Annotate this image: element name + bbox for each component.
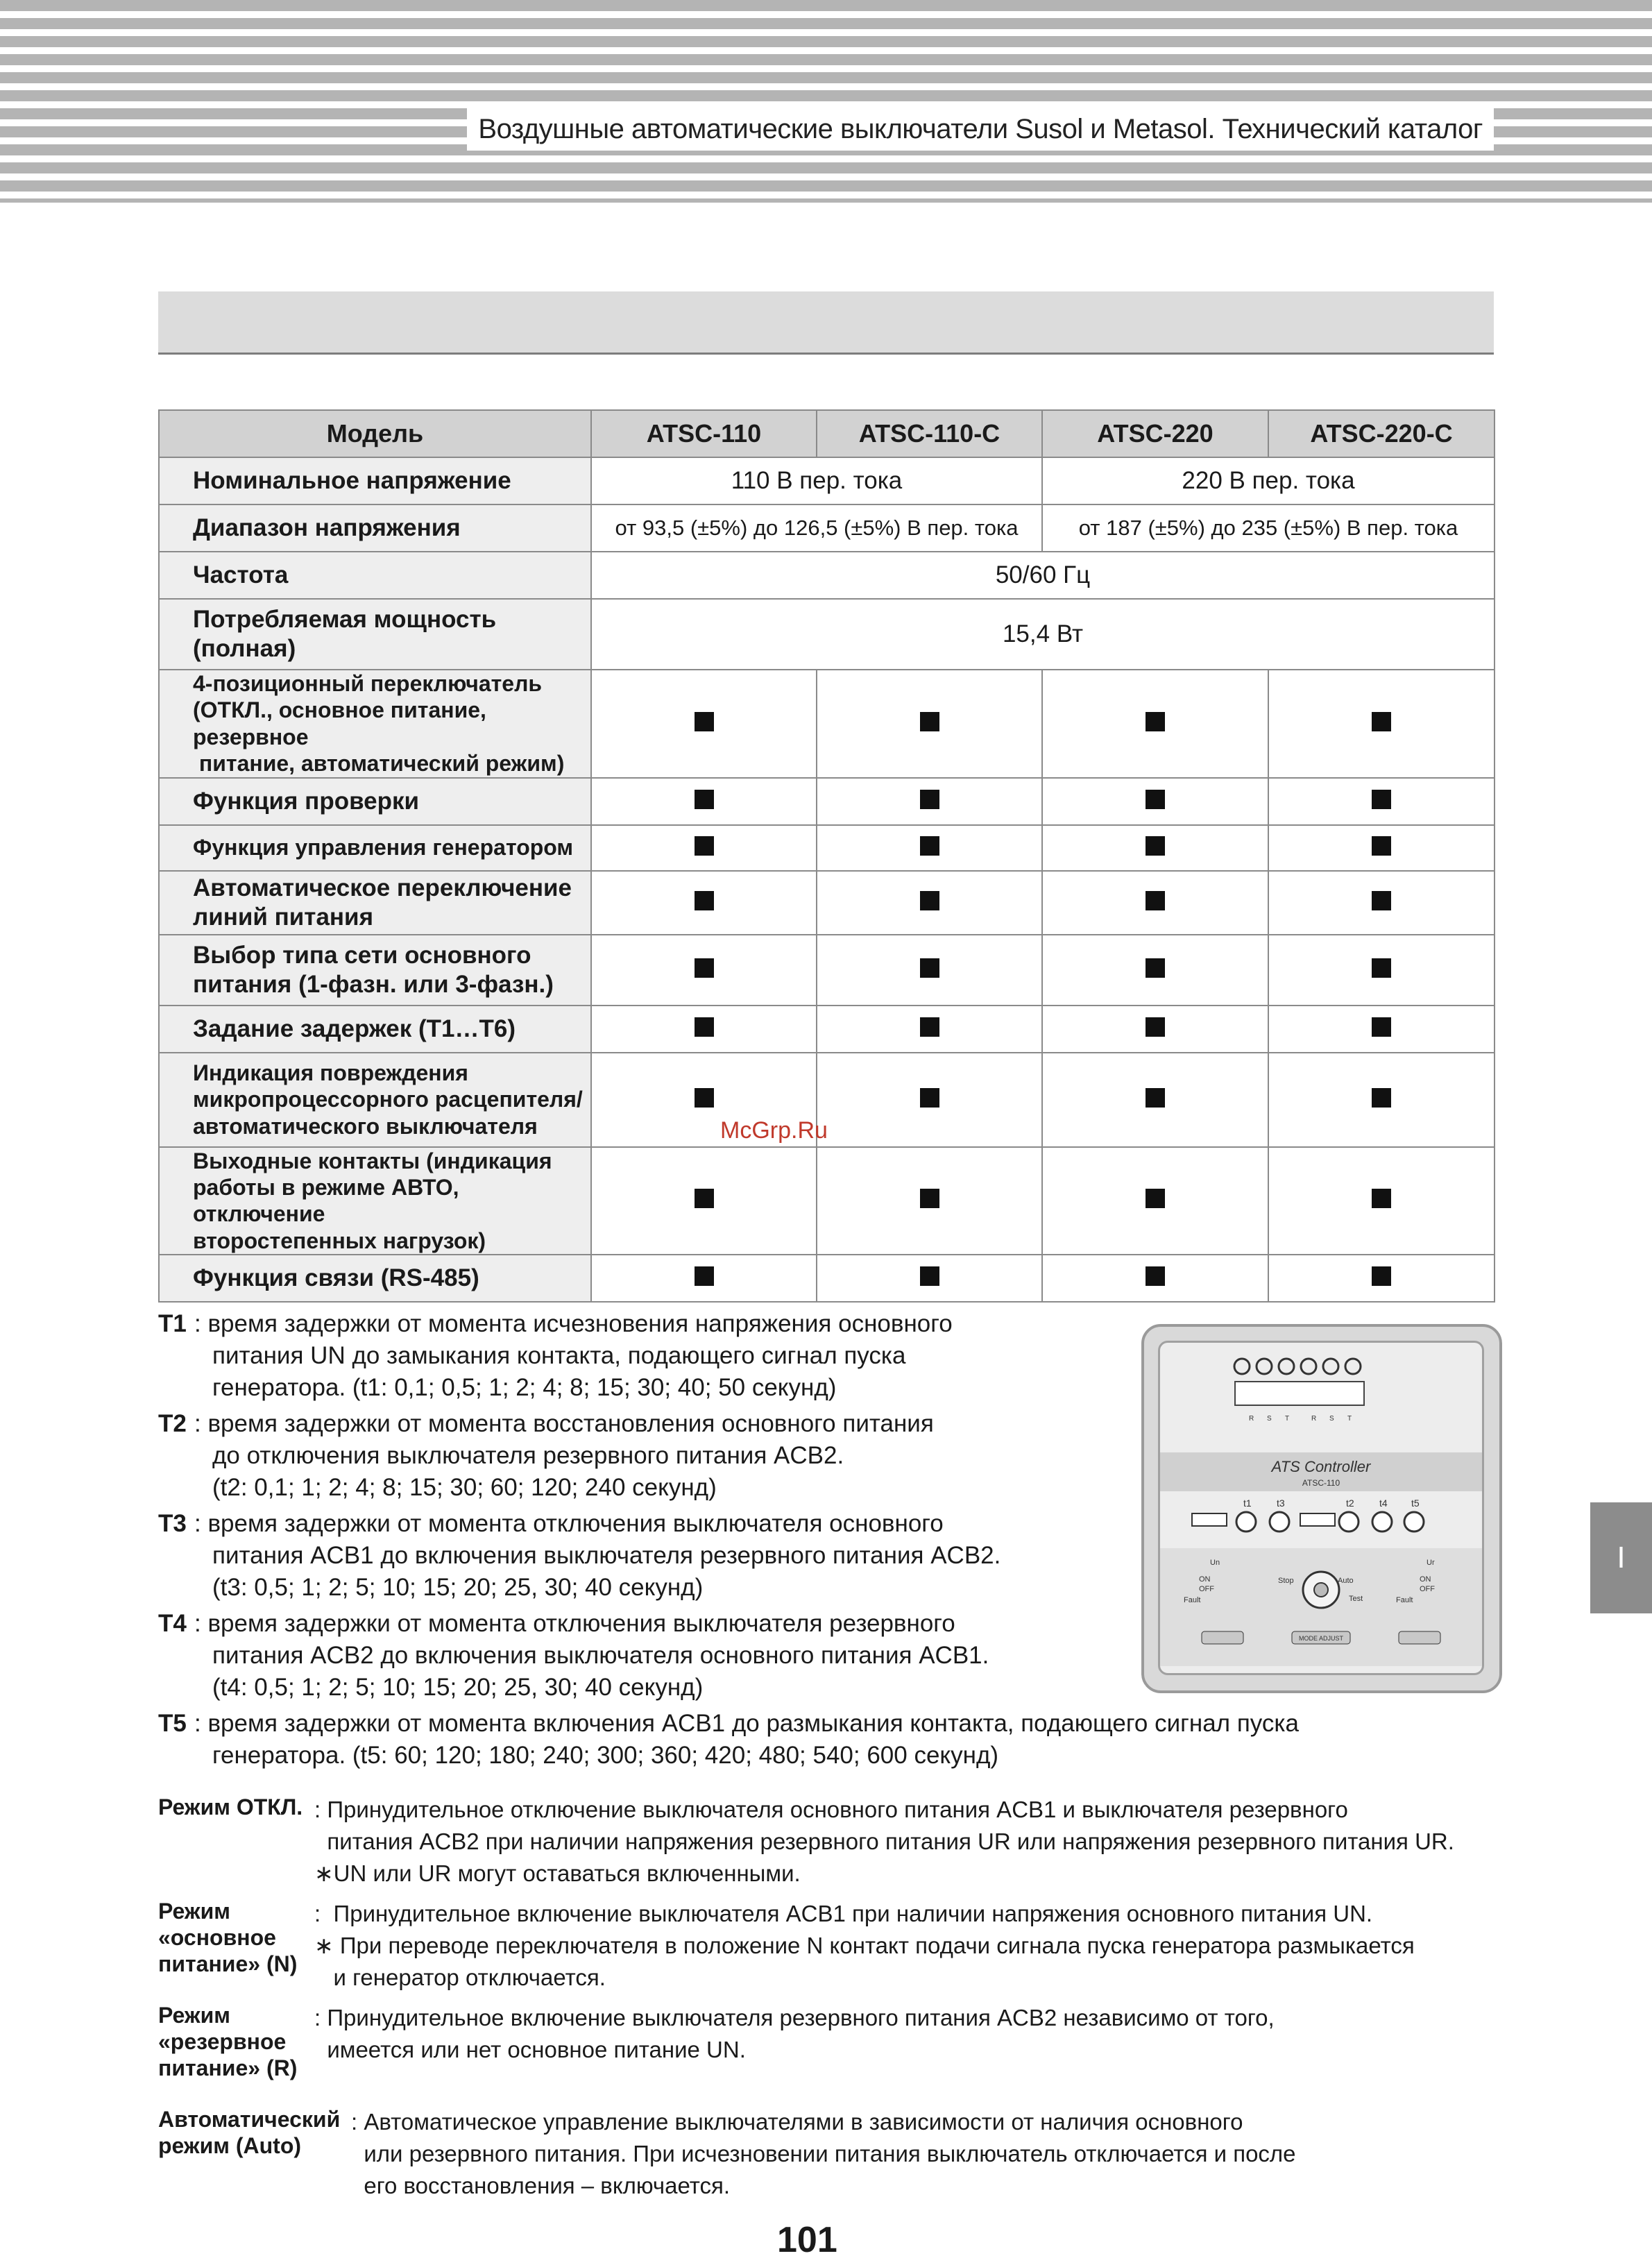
check-cell [1042, 825, 1268, 871]
mode-line: имеется или нет основное питание UN. [314, 2037, 746, 2062]
mode-normal [158, 1898, 1546, 2002]
check-square [1372, 891, 1391, 910]
auto-label: Auto [1338, 1577, 1354, 1585]
check-cell [817, 778, 1042, 825]
check-cell [1268, 871, 1495, 935]
note-t3 [158, 1508, 1157, 1604]
check-cell [1268, 1147, 1495, 1255]
mode-label: режим (Auto) [158, 2133, 302, 2158]
dial-label: t5 [1411, 1498, 1420, 1509]
rst-label: T [1347, 1415, 1352, 1423]
label-line: микропроцессорного расцепителя/ [193, 1087, 583, 1112]
cell-value: 220 В пер. тока [1042, 457, 1495, 504]
check-square [920, 1189, 939, 1208]
note-label: T4 [158, 1610, 187, 1637]
check-cell [591, 935, 817, 1006]
table-row [159, 599, 1495, 670]
label-line: Индикация повреждения [193, 1060, 468, 1085]
row-label [159, 670, 591, 778]
check-cell [1042, 935, 1268, 1006]
check-square [1146, 712, 1165, 731]
mode-label: питание» (R) [158, 2055, 298, 2080]
check-cell [591, 1255, 817, 1302]
note-line: до отключения выключателя резервного питания ACB2. [212, 1442, 844, 1469]
check-square [920, 790, 939, 809]
check-square [1372, 790, 1391, 809]
dial-labels [1243, 1498, 1420, 1509]
check-square [1146, 1189, 1165, 1208]
note-line: : время задержки от момента отключения выключателя резервного [194, 1610, 955, 1637]
label-line: (полная) [193, 635, 296, 662]
mode-line: : Принудительное отключение выключателя основного питания ACB1 и выключателя резервного [314, 1797, 1348, 1822]
check-cell [1268, 1053, 1495, 1147]
display-window [1235, 1382, 1364, 1405]
check-cell [591, 871, 817, 935]
mode-line: : Автоматическое управление выключателями в зависимости от наличия основного [351, 2109, 1243, 2135]
note-t2 [158, 1408, 1157, 1504]
led-fault-label: Fault [1396, 1596, 1413, 1604]
check-cell [1268, 778, 1495, 825]
check-cell [817, 1006, 1042, 1053]
check-cell [817, 871, 1042, 935]
col-atsc110c: ATSC-110-C [817, 410, 1042, 457]
header-stripes [0, 0, 1652, 203]
row-label [159, 935, 591, 1006]
note-line: питания ACB1 до включения выключателя резервного питания ACB2. [212, 1542, 1001, 1569]
note-line: : время задержки от момента включения ACB1 до размыкания контакта, подающего сигнал пуска [194, 1710, 1299, 1737]
mode-line: его восстановления – включается. [351, 2173, 731, 2198]
check-cell [1042, 1147, 1268, 1255]
dial-label: t3 [1277, 1498, 1285, 1509]
mode-line: ∗ При переводе переключателя в положение N контакт подачи сигнала пуска генератора размыкается [314, 1933, 1415, 1958]
check-square [695, 836, 714, 856]
check-square [920, 836, 939, 856]
note-label: T5 [158, 1710, 187, 1737]
note-label: T2 [158, 1410, 187, 1437]
cell-value: 110 В пер. тока [591, 457, 1042, 504]
check-cell [591, 1006, 817, 1053]
cell-value: от 93,5 (±5%) до 126,5 (±5%) В пер. тока [591, 504, 1042, 552]
col-atsc220: ATSC-220 [1042, 410, 1268, 457]
rst-labels [1249, 1415, 1352, 1423]
rst-label: S [1267, 1415, 1272, 1423]
table-row [159, 825, 1495, 871]
row-label: Номинальное напряжение [159, 457, 591, 504]
rst-label: S [1329, 1415, 1334, 1423]
row-label [159, 1147, 591, 1255]
check-square [1372, 836, 1391, 856]
check-square [920, 712, 939, 731]
check-square [920, 958, 939, 978]
label-line: питание, автоматический режим) [193, 751, 565, 777]
led-on-label: ON [1420, 1575, 1431, 1584]
check-cell [1042, 1006, 1268, 1053]
row-label: Диапазон напряжения [159, 504, 591, 552]
label-line: работы в режиме АВТО, отключение [193, 1174, 459, 1227]
ats-controller-image [1141, 1324, 1502, 1693]
row-label [159, 599, 591, 670]
check-square [695, 958, 714, 978]
check-square [1146, 790, 1165, 809]
table-row [159, 457, 1495, 504]
row-label: Функция управления генератором [159, 825, 591, 871]
check-square [1146, 1088, 1165, 1108]
check-square [1372, 1266, 1391, 1286]
label-line: Выходные контакты (индикация [193, 1148, 552, 1173]
rst-label: R [1249, 1415, 1254, 1423]
check-square [1146, 1017, 1165, 1037]
note-t1 [158, 1308, 1157, 1404]
table-row [159, 871, 1495, 935]
label-line: Потребляемая мощность [193, 606, 497, 633]
label-line: питания (1-фазн. или 3-фазн.) [193, 970, 554, 998]
page-number: 101 [777, 2220, 837, 2260]
table-row [159, 1006, 1495, 1053]
watermark: McGrp.Ru [720, 1117, 828, 1144]
row-label: Задание задержек (T1…T6) [159, 1006, 591, 1053]
check-square [695, 891, 714, 910]
table-row [159, 1147, 1495, 1255]
dial-label: t2 [1346, 1498, 1354, 1509]
check-cell [591, 825, 817, 871]
led-off-label: OFF [1199, 1585, 1214, 1593]
brand-label: ATS Controller [1271, 1458, 1371, 1475]
mode-line: : Принудительное включение выключателя резервного питания ACB2 независимо от того, [314, 2005, 1275, 2030]
check-cell [1268, 1255, 1495, 1302]
check-cell [817, 1147, 1042, 1255]
label-line: автоматического выключателя [193, 1113, 538, 1139]
table-row [159, 778, 1495, 825]
mode-label: питание» (N) [158, 1951, 298, 1976]
section-bar [158, 291, 1494, 355]
catalog-title: Воздушные автоматические выключатели Susol и Metasol. Технический каталог [467, 108, 1494, 151]
table-row [159, 552, 1495, 599]
check-cell [591, 1147, 817, 1255]
note-line: : время задержки от момента отключения выключателя основного [194, 1510, 944, 1537]
check-square [1146, 891, 1165, 910]
check-cell [1042, 778, 1268, 825]
check-cell [1268, 670, 1495, 778]
check-square [695, 712, 714, 731]
col-atsc110: ATSC-110 [591, 410, 817, 457]
row-label: Функция проверки [159, 778, 591, 825]
check-cell [1042, 871, 1268, 935]
mode-line: : Принудительное включение выключателя ACB1 при наличии напряжения основного питания UN. [314, 1901, 1373, 1926]
note-line: генератора. (t5: 60; 120; 180; 240; 300; 360; 420; 480; 540; 600 секунд) [212, 1742, 999, 1769]
label-line: второстепенных нагрузок) [193, 1228, 486, 1253]
label-line: линий питания [193, 903, 373, 931]
check-square [1372, 1189, 1391, 1208]
mode-line: или резервного питания. При исчезновении питания выключатель отключается и после [351, 2141, 1296, 2166]
check-cell [1042, 670, 1268, 778]
status-leds [1234, 1359, 1361, 1374]
check-cell [591, 778, 817, 825]
check-cell [817, 1053, 1042, 1147]
mode-label: Режим ОТКЛ. [158, 1795, 303, 1819]
mode-adjust-label: MODE ADJUST [1298, 1635, 1344, 1642]
test-label: Test [1349, 1595, 1363, 1603]
mode-label: «основное [158, 1925, 276, 1950]
check-cell [817, 1255, 1042, 1302]
check-square [695, 790, 714, 809]
note-line: питания UN до замыкания контакта, подающего сигнал пуска [212, 1342, 906, 1369]
specs-table [158, 409, 1495, 1303]
mode-reserve [158, 2002, 1546, 2106]
mode-off [158, 1794, 1546, 1898]
check-cell [817, 670, 1042, 778]
check-square [920, 1088, 939, 1108]
check-square [1372, 1088, 1391, 1108]
led-off-label: OFF [1420, 1585, 1435, 1593]
check-square [1146, 836, 1165, 856]
row-label: Функция связи (RS-485) [159, 1255, 591, 1302]
mode-auto [158, 2106, 1546, 2210]
note-t4 [158, 1608, 1157, 1704]
check-square [1372, 712, 1391, 731]
table-row [159, 1255, 1495, 1302]
check-square [1372, 1017, 1391, 1037]
table-header-row [159, 410, 1495, 457]
check-cell [817, 825, 1042, 871]
mode-label: Автоматический [158, 2107, 341, 2132]
mode-label: Режим [158, 2003, 230, 2028]
note-line: : время задержки от момента исчезновения напряжения основного [194, 1310, 953, 1337]
label-line: Выбор типа сети основного [193, 941, 531, 969]
check-cell [1268, 825, 1495, 871]
row-label [159, 871, 591, 935]
ur-label: Ur [1427, 1559, 1435, 1567]
dial-label: t4 [1379, 1498, 1388, 1509]
check-cell [591, 670, 817, 778]
note-line: : время задержки от момента восстановления основного питания [194, 1410, 934, 1437]
note-line: (t4: 0,5; 1; 2; 5; 10; 15; 20; 25, 30; 40 секунд) [212, 1674, 704, 1701]
check-square [920, 1017, 939, 1037]
note-label: T1 [158, 1310, 187, 1337]
check-square [695, 1189, 714, 1208]
section-tab: I [1590, 1502, 1652, 1613]
mode-label: «резервное [158, 2029, 287, 2054]
check-square [1146, 958, 1165, 978]
controller-drawing [1160, 1343, 1482, 1673]
note-line: (t2: 0,1; 1; 2; 4; 8; 15; 30; 60; 120; 240 секунд) [212, 1474, 717, 1501]
label-line: (ОТКЛ., основное питание, резервное [193, 697, 486, 749]
row-label [159, 1053, 591, 1147]
check-square [695, 1017, 714, 1037]
check-cell [1042, 1053, 1268, 1147]
label-line: 4-позиционный переключатель [193, 671, 543, 696]
check-square [695, 1088, 714, 1108]
check-cell [1042, 1255, 1268, 1302]
note-t5 [158, 1708, 1463, 1772]
row-label: Частота [159, 552, 591, 599]
setting-dials [1192, 1512, 1424, 1532]
dial-label: t1 [1243, 1498, 1252, 1509]
check-cell [1268, 935, 1495, 1006]
led-on-label: ON [1199, 1575, 1211, 1584]
check-cell [1268, 1006, 1495, 1053]
label-line: Автоматическое переключение [193, 874, 572, 901]
col-atsc220c: ATSC-220-C [1268, 410, 1495, 457]
led-fault-label: Fault [1184, 1596, 1201, 1604]
note-label: T3 [158, 1510, 187, 1537]
mode-label: Режим [158, 1899, 230, 1924]
cell-value: 15,4 Вт [591, 599, 1495, 670]
stop-label: Stop [1278, 1577, 1294, 1585]
col-model: Модель [159, 410, 591, 457]
check-square [920, 1266, 939, 1286]
check-square [1372, 958, 1391, 978]
check-square [695, 1266, 714, 1286]
cell-value: 50/60 Гц [591, 552, 1495, 599]
rst-label: T [1285, 1415, 1290, 1423]
mode-line: и генератор отключается. [314, 1965, 606, 1990]
rst-label: R [1311, 1415, 1317, 1423]
mode-descriptions [158, 1794, 1546, 2210]
check-cell [817, 935, 1042, 1006]
table-row [159, 670, 1495, 778]
model-label: ATSC-110 [1302, 1478, 1340, 1488]
table-row [159, 504, 1495, 552]
note-line: (t3: 0,5; 1; 2; 5; 10; 15; 20; 25, 30; 40 секунд) [212, 1574, 704, 1601]
cell-value: от 187 (±5%) до 235 (±5%) В пер. тока [1042, 504, 1495, 552]
un-label: Un [1210, 1559, 1220, 1567]
note-line: генератора. (t1: 0,1; 0,5; 1; 2; 4; 8; 15; 30; 40; 50 секунд) [212, 1374, 837, 1401]
mode-line: питания ACB2 при наличии напряжения резервного питания UR или напряжения резервного питания UR. [314, 1829, 1454, 1854]
table-row [159, 935, 1495, 1006]
check-square [1146, 1266, 1165, 1286]
check-square [920, 891, 939, 910]
note-line: питания ACB2 до включения выключателя основного питания ACB1. [212, 1642, 989, 1669]
mode-line: ∗UN или UR могут оставаться включенными. [314, 1860, 801, 1886]
